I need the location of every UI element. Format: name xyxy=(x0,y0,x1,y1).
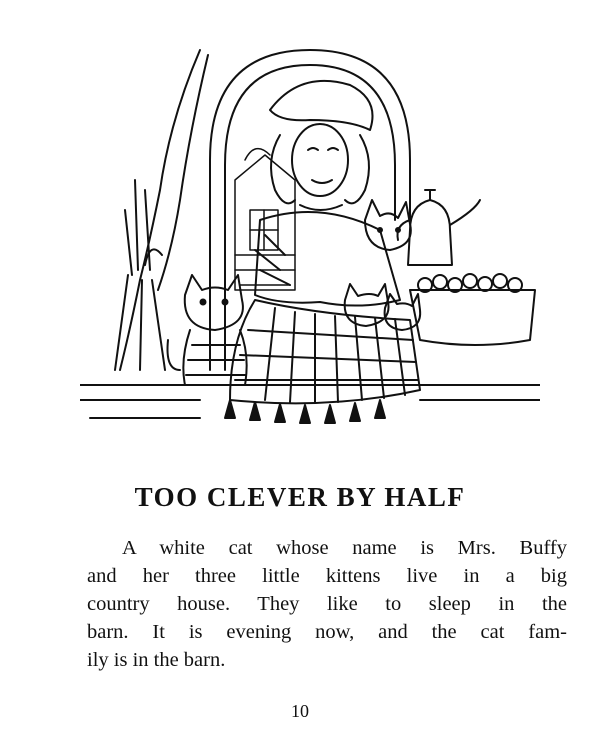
story-title: TOO CLEVER BY HALF xyxy=(134,482,466,512)
story-line: barn. It is evening now, and the cat fam- xyxy=(87,621,567,643)
plaid-skirt xyxy=(230,300,420,403)
window-sill xyxy=(80,385,540,418)
kitten-held xyxy=(365,200,411,250)
story-line: A white cat whose name is Mrs. Buffy xyxy=(122,537,567,559)
story-paragraph xyxy=(87,534,567,674)
page-number: 10 xyxy=(291,701,309,721)
fruit-basket xyxy=(410,274,535,345)
illustration-woman-with-kittens xyxy=(80,40,540,450)
story-line: country house. They like to sleep in the xyxy=(87,593,567,615)
woman-figure xyxy=(255,81,400,306)
story-line: and her three little kittens live in a big xyxy=(87,565,567,587)
story-line: ily is in the barn. xyxy=(87,649,226,671)
cat-left xyxy=(168,275,247,385)
